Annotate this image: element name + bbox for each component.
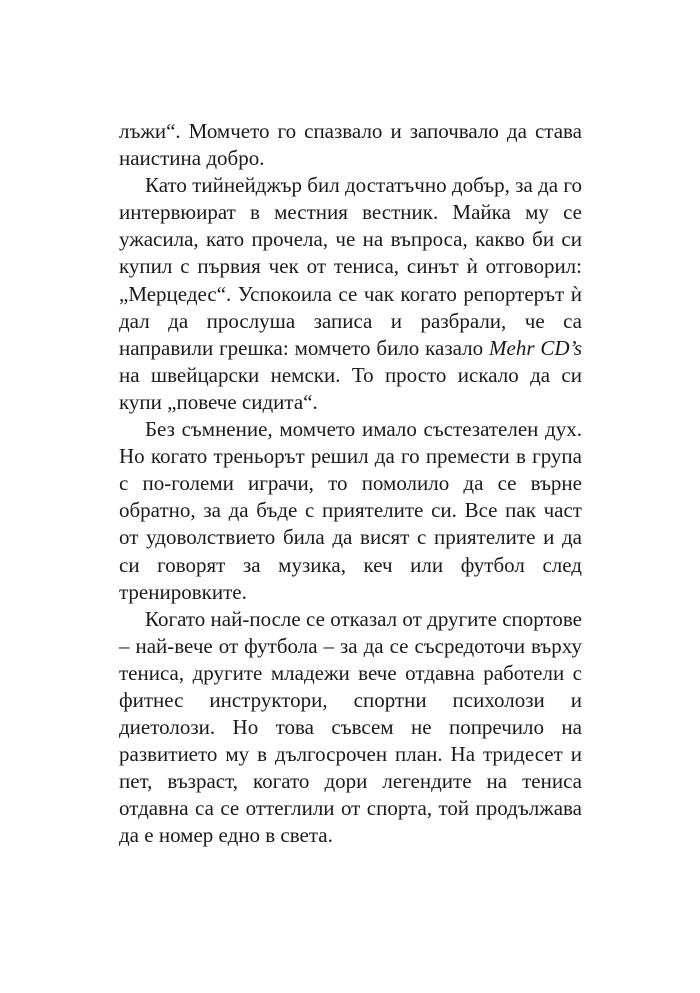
paragraph-3 xyxy=(119,416,582,606)
paragraph-1-text: лъжи“. Момчето го спазвало и започвало да става наистина добро. xyxy=(119,119,582,171)
paragraph-2-italic-phrase: Mehr CD’s xyxy=(489,335,582,360)
paragraph-1 xyxy=(119,118,582,172)
body-text xyxy=(119,118,582,850)
paragraph-2-text-a: Като тийнейджър бил достатъчно добър, за да го интервюират в местния вестник. Майка му се ужасила, като прочела, че на въпроса, какво би си купил с първия чек от тениса, синът ѝ отговорил: „Мерцедес“. Успокоила се чак когато репортерът ѝ дал да прослуша записа и разбрали, че са направили грешка: момчето било казало xyxy=(119,173,582,360)
paragraph-2-text-b: на швейцарски немски. То просто искало да си купи „повече сидита“. xyxy=(119,362,582,414)
paragraph-2 xyxy=(119,172,582,416)
paragraph-3-text: Без съмнение, момчето имало състезателен дух. Но когато треньорът решил да го премести в група с по-големи играчи, то помолило да се върне обратно, за да бъде с приятелите си. Все пак част от удоволствието била да висят с приятелите и да си говорят за музика, кеч или футбол след тренировките. xyxy=(119,417,582,604)
paragraph-4 xyxy=(119,606,582,850)
paragraph-4-text: Когато най-после се отказал от другите спортове – най-вече от футбола – за да се съсредоточи върху тениса, другите младежи вече отдавна работели с фитнес инструктори, спортни психолози и диетолози. Но това съвсем не попречило на развитието му в дългосрочен план. На тридесет и пет, възраст, когато дори легендите на тениса отдавна са се оттеглили от спорта, той продължава да е номер едно в света. xyxy=(119,606,582,848)
